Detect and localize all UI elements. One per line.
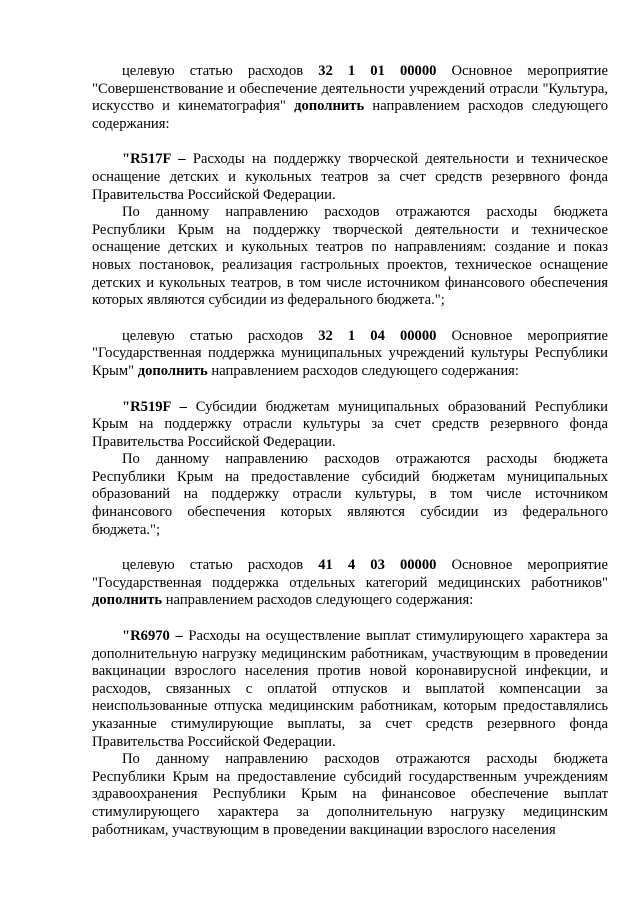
paragraph-r6970: "R6970 – Расходы на осуществление выплат стимулирующего характера за дополнительную нагрузку медицинским работникам, участвующим в проведении вакцинации взрослого населения против новой коронавирусной инфекции, и расходов, связанных с оплатой отпусков и выплатой компенсации за неиспользованные отпуска медицинским работникам, которым предоставлялись указанные стимулирующие выплаты, за счет средств резервного фонда Правительства Российской Федерации. [92, 628, 608, 750]
paragraph-target-41-4-03: целевую статью расходов 41 4 03 00000 Основное мероприятие "Государственная поддержка отдельных категорий медицинских работников" дополнить направлением расходов следующего содержания: [92, 557, 608, 609]
expense-code: "R519F – [122, 398, 196, 415]
expense-code: "R6970 – [122, 628, 189, 645]
document-body [92, 63, 608, 839]
paragraph-target-32-1-04: целевую статью расходов 32 1 04 00000 Основное мероприятие "Государственная поддержка муниципальных учреждений культуры Республики Крым" дополнить направлением расходов следующего содержания: [92, 327, 608, 379]
budget-code: 41 4 03 00000 [318, 557, 437, 574]
paragraph-r517f-description: По данному направлению расходов отражаются расходы бюджета Республики Крым на поддержку творческой деятельности и техническое оснащение детских и кукольных театров по направлениям: создание и показ новых постановок, реализация гастрольных проектов, техническое оснащение детских и кукольных театров, в том числе источником финансового обеспечения которых являются субсидии из федерального бюджета."; [92, 204, 608, 309]
paragraph-r517f: "R517F – Расходы на поддержку творческой деятельности и техническое оснащение детских и кукольных театров за счет средств резервного фонда Правительства Российской Федерации. [92, 151, 608, 203]
paragraph-r6970-description: По данному направлению расходов отражаются расходы бюджета Республики Крым на предоставление субсидий государственным учреждениям здравоохранения Республики Крым на финансовое обеспечение выплат стимулирующего характера за дополнительную нагрузку медицинским работникам, участвующим в проведении вакцинации взрослого населения [92, 751, 608, 838]
paragraph-target-32-1-01: целевую статью расходов 32 1 01 00000 Основное мероприятие "Совершенствование и обеспечение деятельности учреждений отрасли "Культура, искусство и кинематография" дополнить направлением расходов следующего содержания: [92, 63, 608, 132]
expense-code: "R517F – [122, 151, 193, 168]
budget-code: 32 1 04 00000 [318, 327, 437, 344]
action-verb: дополнить [92, 592, 163, 609]
action-verb: дополнить [137, 362, 208, 379]
budget-code: 32 1 01 00000 [318, 63, 437, 79]
paragraph-r519f: "R519F – Субсидии бюджетам муниципальных образований Республики Крым на поддержку отрасли культуры за счет средств резервного фонда Правительства Российской Федерации. [92, 398, 608, 450]
paragraph-r519f-description: По данному направлению расходов отражаются расходы бюджета Республики Крым на предоставление субсидий бюджетам муниципальных образований на поддержку отрасли культуры, в том числе источником финансового обеспечения которых являются субсидии из федерального бюджета."; [92, 451, 608, 538]
action-verb: дополнить [294, 98, 365, 115]
